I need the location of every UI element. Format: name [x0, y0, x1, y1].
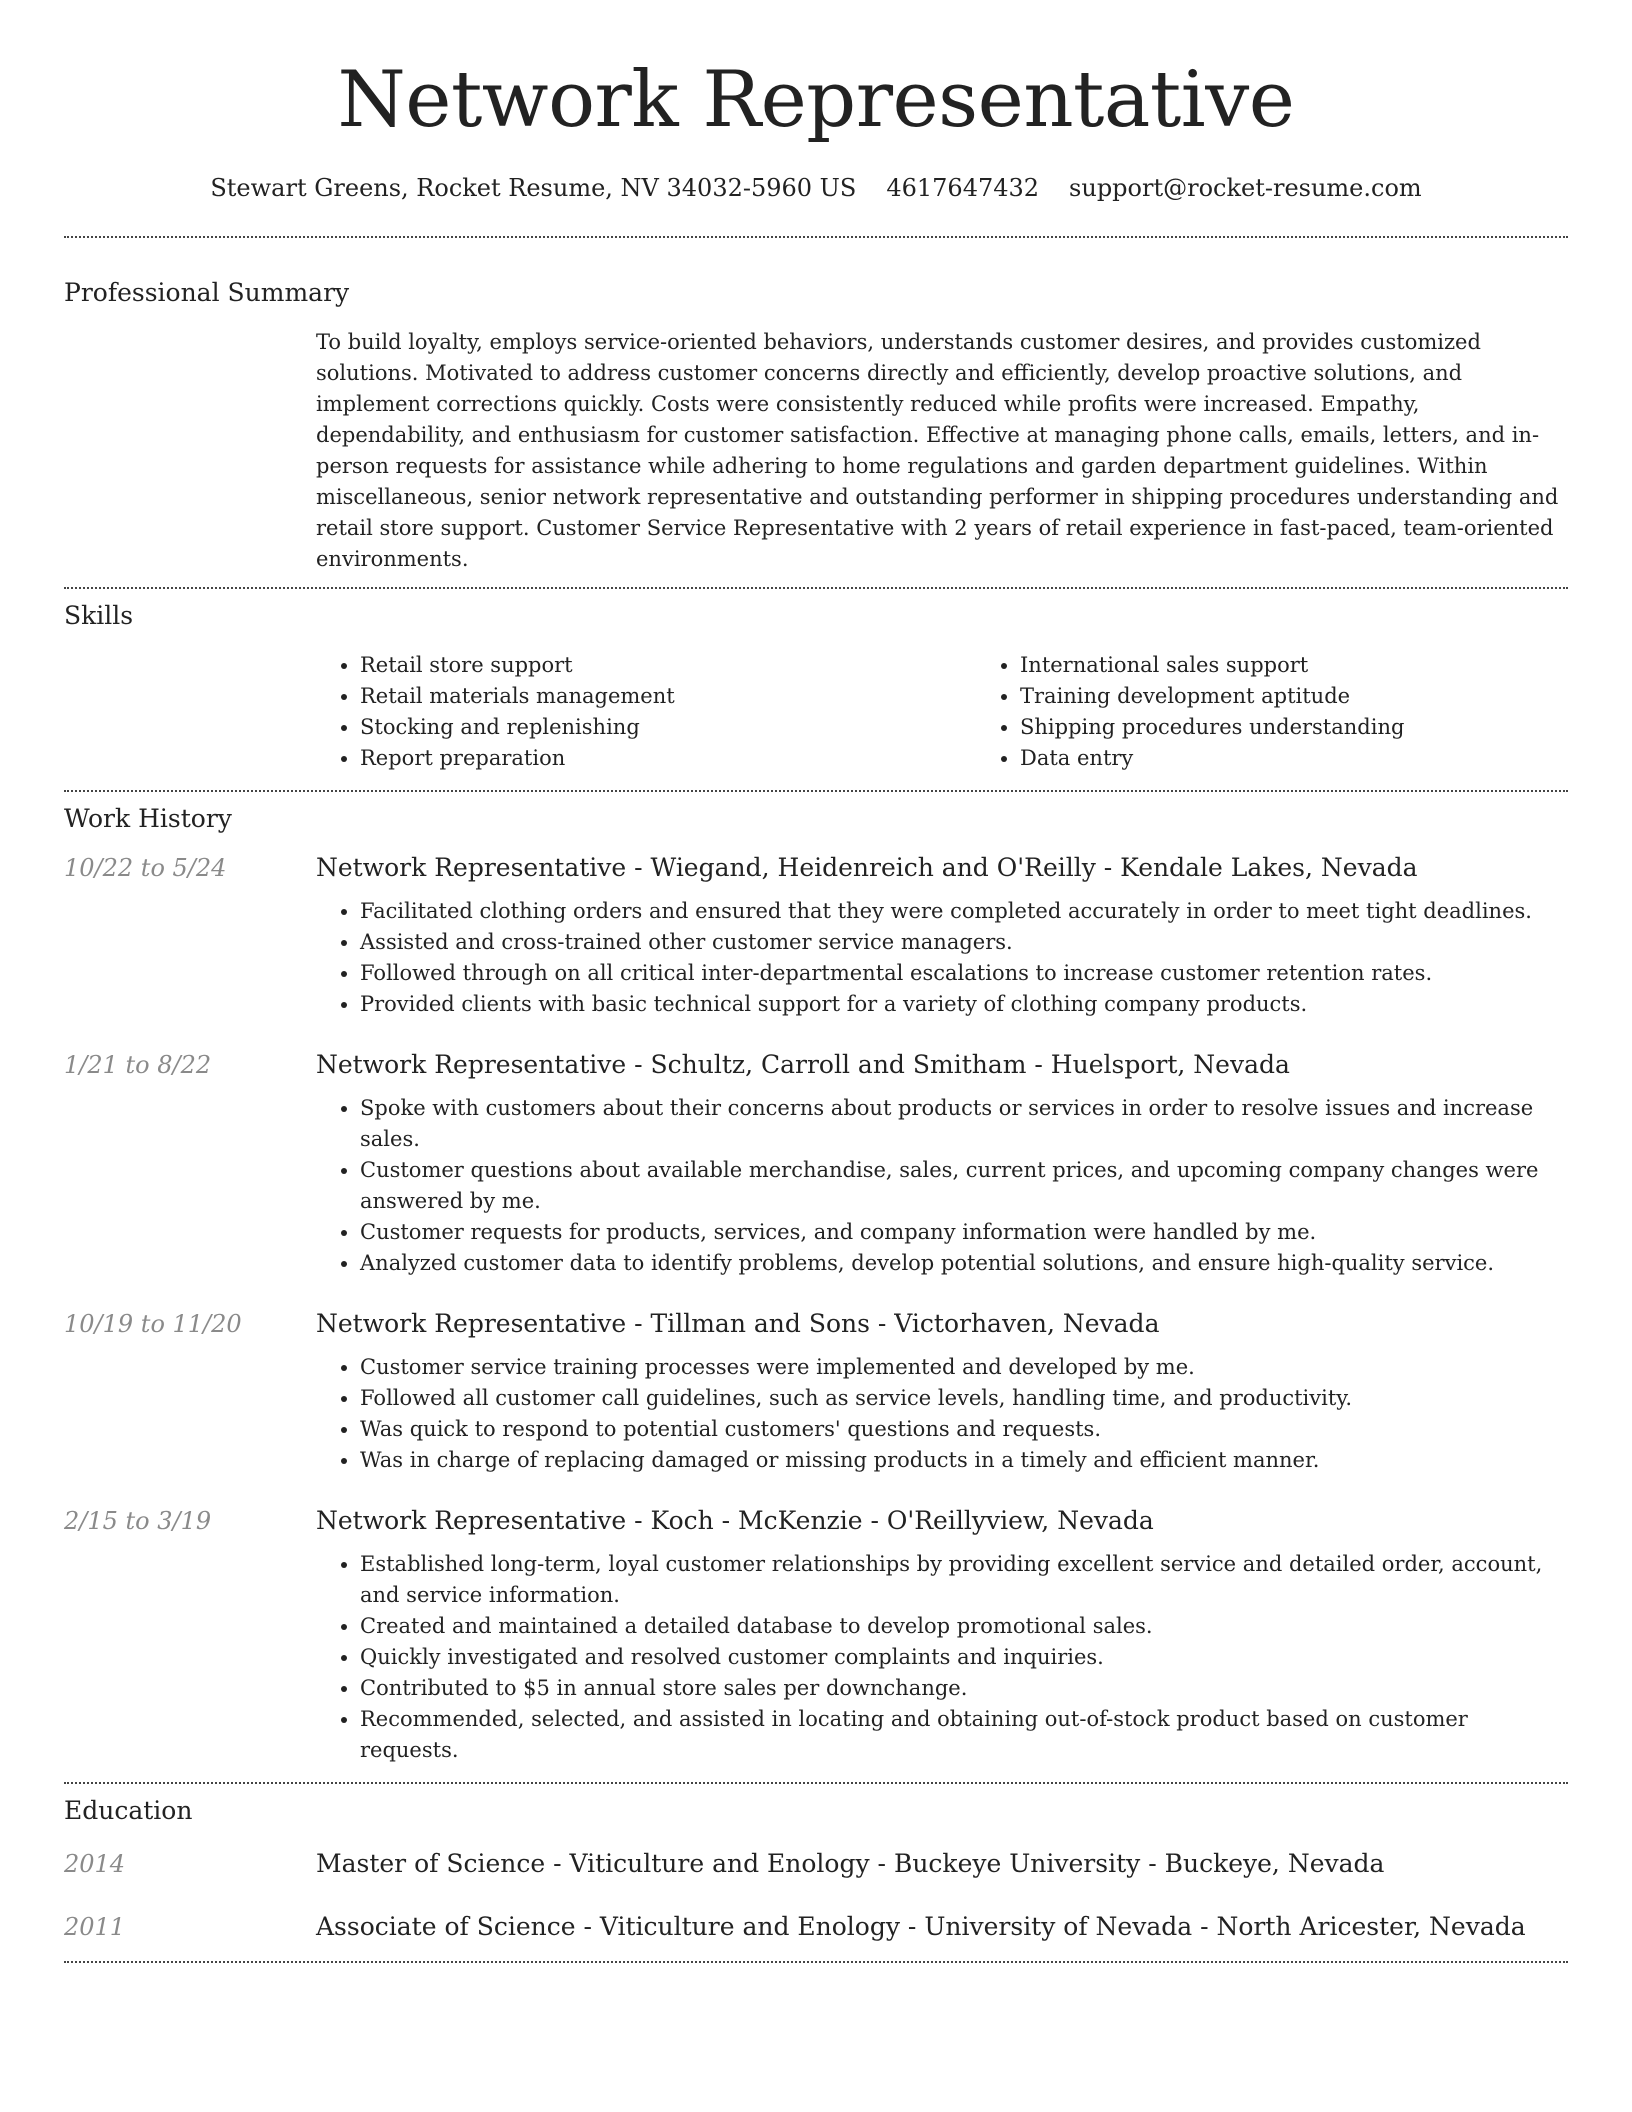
education-text: Associate of Science - Viticulture and Enology - University of Nevada - North Aricester, Nevada — [316, 1912, 1526, 1941]
job-bullet: • Customer service training processes were implemented and developed by me. — [360, 1352, 1568, 1383]
job-bullet: • Facilitated clothing orders and ensured that they were completed accurately in order to meet tight deadlines. — [360, 896, 1568, 927]
education-entry — [64, 1912, 1568, 1941]
education-title: Education — [64, 1796, 193, 1825]
job-bullet: • Assisted and cross-trained other customer service managers. — [360, 927, 1568, 958]
job-entry — [64, 1506, 1568, 1766]
candidate-name: Network Representative — [337, 55, 1295, 145]
skill-item: • Stocking and replenishing — [360, 712, 976, 743]
job-bullet: • Followed through on all critical inter-departmental escalations to increase customer retention rates. — [360, 958, 1568, 989]
skills-title: Skills — [64, 601, 134, 630]
job-dates: 10/22 to 5/24 — [64, 854, 227, 882]
education-section — [64, 1796, 1568, 1941]
job-bullets — [316, 1352, 1568, 1476]
section-divider — [64, 587, 1568, 589]
education-year: 2011 — [64, 1913, 126, 1941]
job-heading: Network Representative - Schultz, Carroll and Smitham - Huelsport, Nevada — [316, 1050, 1290, 1079]
education-entry — [64, 1849, 1568, 1878]
summary-title: Professional Summary — [64, 278, 350, 307]
section-divider — [64, 1782, 1568, 1784]
skill-item: • Retail store support — [360, 650, 976, 681]
education-text: Master of Science - Viticulture and Enology - Buckeye University - Buckeye, Nevada — [316, 1849, 1385, 1878]
summary-section — [64, 278, 1568, 575]
skill-item: • Report preparation — [360, 743, 976, 774]
skill-item: • Retail materials management — [360, 681, 976, 712]
job-bullet: • Was quick to respond to potential customers' questions and requests. — [360, 1414, 1568, 1445]
job-bullets — [316, 1549, 1568, 1766]
work-title: Work History — [64, 804, 232, 833]
job-bullet: • Quickly investigated and resolved customer complaints and inquiries. — [360, 1642, 1568, 1673]
skill-item: • International sales support — [1020, 650, 1632, 681]
job-heading: Network Representative - Tillman and Sons - Victorhaven, Nevada — [316, 1309, 1160, 1338]
section-divider — [64, 1961, 1568, 1963]
skill-item: • Training development aptitude — [1020, 681, 1632, 712]
job-bullet: • Contributed to $5 in annual store sales per downchange. — [360, 1673, 1568, 1704]
skills-list-left — [316, 650, 976, 774]
contact-email: support@rocket-resume.com — [1069, 174, 1422, 202]
job-bullet: • Recommended, selected, and assisted in locating and obtaining out-of-stock product based on customer requests. — [360, 1704, 1568, 1766]
job-dates: 10/19 to 11/20 — [64, 1310, 242, 1338]
job-entry — [64, 1050, 1568, 1279]
education-year: 2014 — [64, 1850, 126, 1878]
section-divider — [64, 790, 1568, 792]
contact-line — [64, 174, 1568, 202]
skill-item: • Data entry — [1020, 743, 1632, 774]
skills-section — [64, 601, 1568, 774]
job-dates: 2/15 to 3/19 — [64, 1507, 212, 1535]
summary-text: To build loyalty, employs service-oriented behaviors, understands customer desires, and provides customized solutions. Motivated to address customer concerns directly and efficiently, develop proactive solutions, and implement corrections quickly. Costs were consistently reduced while profits were increased. Empathy, dependability, and enthusiasm for customer satisfaction. Effective at managing phone calls, emails, letters, and in-person requests for assistance while adhering to home regulations and garden department guidelines. Within miscellaneous, senior network representative and outstanding performer in shipping procedures understanding and retail store support. Customer Service Representative with 2 years of retail experience in fast-paced, team-oriented environments. — [316, 330, 1559, 571]
skill-item: • Shipping procedures understanding — [1020, 712, 1632, 743]
job-bullet: • Analyzed customer data to identify problems, develop potential solutions, and ensure high-quality service. — [360, 1248, 1568, 1279]
job-bullet: • Customer requests for products, services, and company information were handled by me. — [360, 1217, 1568, 1248]
job-entry — [64, 1309, 1568, 1476]
job-dates: 1/21 to 8/22 — [64, 1051, 212, 1079]
job-entry — [64, 853, 1568, 1020]
job-bullets — [316, 896, 1568, 1020]
job-bullets — [316, 1093, 1568, 1279]
job-bullet: • Customer questions about available merchandise, sales, current prices, and upcoming company changes were answered by me. — [360, 1155, 1568, 1217]
section-divider — [64, 236, 1568, 238]
skills-list-right — [976, 650, 1632, 774]
contact-phone: 4617647432 — [886, 174, 1040, 202]
job-bullet: • Provided clients with basic technical support for a variety of clothing company products. — [360, 989, 1568, 1020]
job-bullet: • Was in charge of replacing damaged or missing products in a timely and efficient manner. — [360, 1445, 1568, 1476]
work-section — [64, 804, 1568, 1766]
job-bullet: • Spoke with customers about their concerns about products or services in order to resolve issues and increase sales. — [360, 1093, 1568, 1155]
job-heading: Network Representative - Koch - McKenzie - O'Reillyview, Nevada — [316, 1506, 1154, 1535]
job-heading: Network Representative - Wiegand, Heidenreich and O'Reilly - Kendale Lakes, Nevada — [316, 853, 1418, 882]
job-bullet: • Followed all customer call guidelines, such as service levels, handling time, and productivity. — [360, 1383, 1568, 1414]
job-bullet: • Created and maintained a detailed database to develop promotional sales. — [360, 1611, 1568, 1642]
contact-address: Stewart Greens, Rocket Resume, NV 34032-5960 US — [210, 174, 857, 202]
job-bullet: • Established long-term, loyal customer relationships by providing excellent service and detailed order, account, and service information. — [360, 1549, 1568, 1611]
